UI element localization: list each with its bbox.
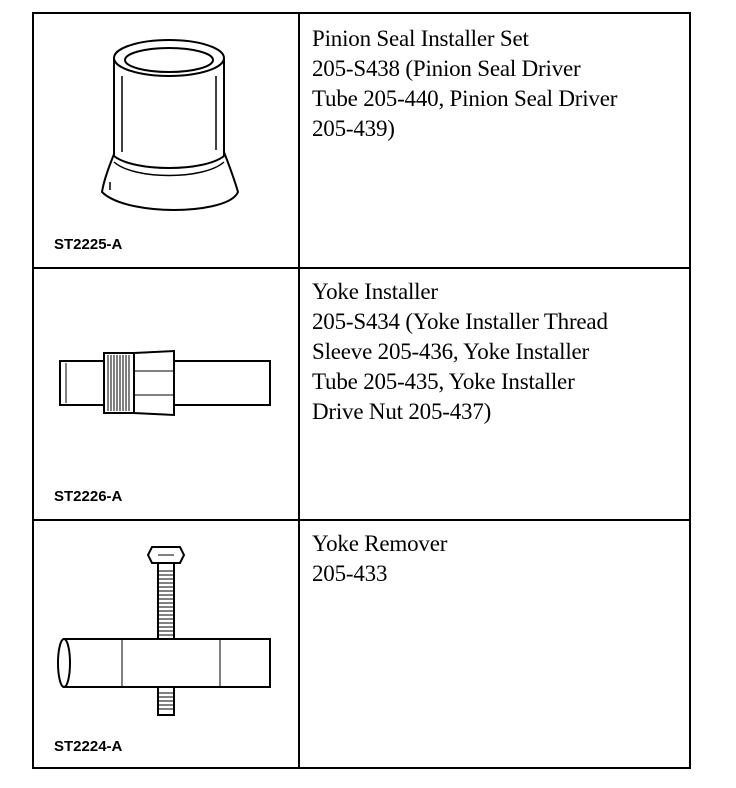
description-line: Drive Nut 205-437) — [312, 399, 492, 424]
tool-description — [312, 24, 677, 144]
yoke-installer-icon — [34, 267, 298, 519]
table-row — [34, 519, 689, 769]
table-row — [34, 267, 689, 521]
tool-illustration-cell — [34, 519, 298, 769]
description-line: 205-S434 (Yoke Installer Thread — [312, 309, 608, 334]
illustration-code: ST2226-A — [54, 488, 123, 505]
tool-description — [312, 277, 677, 427]
description-line: Sleeve 205-436, Yoke Installer — [312, 339, 589, 364]
description-line: 205-S438 (Pinion Seal Driver — [312, 56, 581, 81]
description-line: Tube 205-435, Yoke Installer — [312, 369, 575, 394]
column-divider — [298, 519, 300, 769]
description-line: Tube 205-440, Pinion Seal Driver — [312, 86, 618, 111]
tool-illustration-cell — [34, 14, 298, 267]
description-line: Pinion Seal Installer Set — [312, 26, 529, 51]
illustration-code: ST2225-A — [54, 236, 123, 253]
table-row — [34, 14, 689, 269]
pinion-seal-installer-icon — [34, 14, 298, 267]
description-line: Yoke Installer — [312, 279, 438, 304]
special-tools-table — [32, 12, 691, 769]
description-line: Yoke Remover — [312, 531, 448, 556]
yoke-remover-icon — [34, 519, 298, 769]
description-line: 205-433 — [312, 561, 388, 586]
description-line: 205-439) — [312, 116, 395, 141]
illustration-code: ST2224-A — [54, 738, 123, 755]
tool-description — [312, 529, 677, 589]
tool-illustration-cell — [34, 267, 298, 519]
column-divider — [298, 14, 300, 267]
column-divider — [298, 267, 300, 519]
